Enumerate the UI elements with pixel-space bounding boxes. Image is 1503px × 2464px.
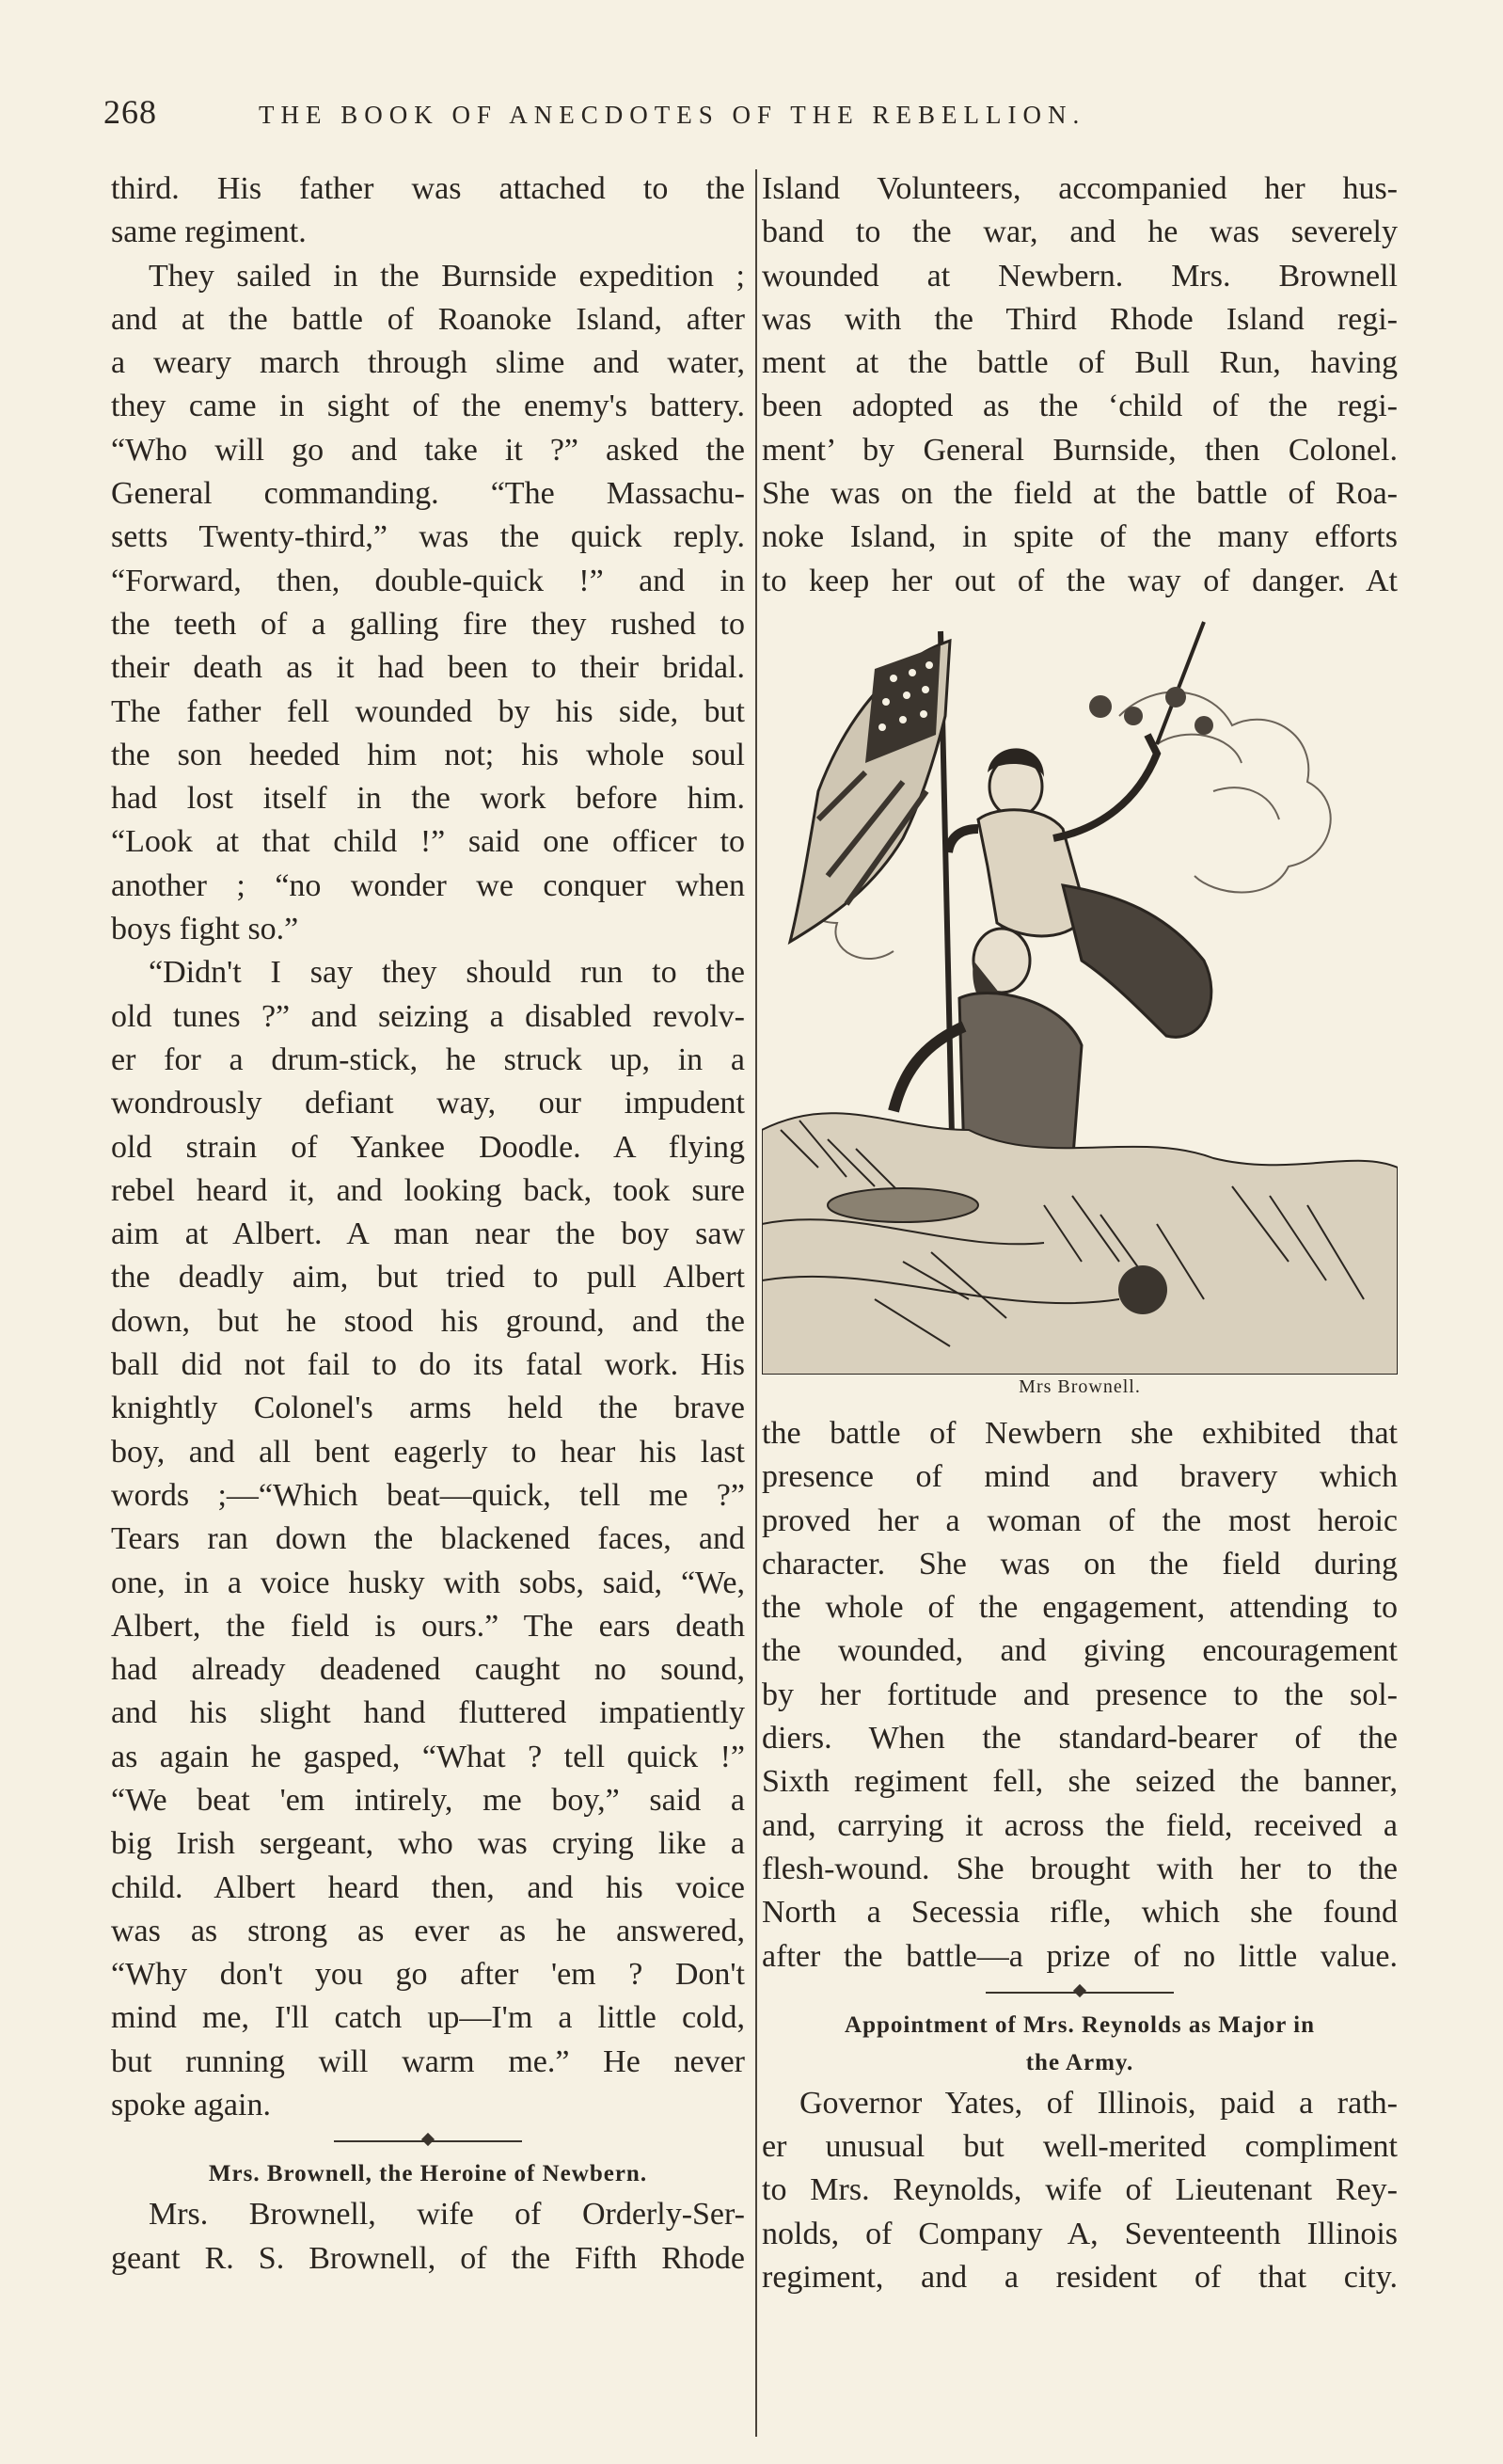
text-line: North a Secessia rifle, which she found: [762, 1895, 1398, 1931]
text-line: General commanding. “The Massachu-: [111, 476, 745, 512]
text-line: and at the battle of Roanoke Island, after: [111, 301, 745, 337]
text-line: and his slight hand fluttered impatiently: [111, 1695, 745, 1731]
text-line: knightly Colonel's arms held the brave: [111, 1391, 745, 1426]
text-line: spoke again.: [111, 2088, 271, 2123]
figure-caption: Mrs Brownell.: [1019, 1375, 1141, 1397]
text-line: boy, and all bent eagerly to hear his last: [111, 1434, 745, 1470]
text-line: old tunes ?” and seizing a disabled revolv-: [111, 998, 745, 1034]
text-line: to keep her out of the way of danger. At: [762, 563, 1398, 598]
text-line: and, carrying it across the field, received a: [762, 1807, 1398, 1843]
text-line: “We beat 'em intirely, me boy,” said a: [111, 1782, 745, 1818]
text-line: er unusual but well-merited compliment: [762, 2129, 1398, 2165]
text-line: had already deadened caught no sound,: [111, 1652, 745, 1688]
section-rule: [762, 1979, 1398, 2007]
text-line: the teeth of a galling fire they rushed to: [111, 606, 745, 642]
text-line: boys fight so.”: [111, 912, 299, 947]
text-line: to Mrs. Reynolds, wife of Lieutenant Rey-: [762, 2172, 1398, 2208]
text-line: noke Island, in spite of the many efforts: [762, 519, 1398, 555]
text-line: “Didn't I say they should run to the: [149, 955, 745, 991]
section-rule: [111, 2127, 745, 2155]
text-line: words ;—“Which beat—quick, tell me ?”: [111, 1477, 745, 1513]
text-line: as again he gasped, “What ? tell quick !”: [111, 1739, 745, 1774]
text-line: down, but he stood his ground, and the: [111, 1303, 745, 1339]
left-column: [111, 167, 745, 2281]
text-line: rebel heard it, and looking back, took sure: [111, 1172, 745, 1208]
text-line: “Who will go and take it ?” asked the: [111, 432, 745, 468]
text-line: “Look at that child !” said one officer to: [111, 824, 745, 860]
text-line: wondrously defiant way, our impudent: [111, 1086, 745, 1121]
text-line: character. She was on the field during: [762, 1546, 1398, 1582]
text-line: same regiment.: [111, 215, 307, 250]
text-line: aim at Albert. A man near the boy saw: [111, 1216, 745, 1252]
text-line: diers. When the standard-bearer of the: [762, 1721, 1398, 1757]
text-line: was with the Third Rhode Island regi-: [762, 301, 1398, 337]
text-line: one, in a voice husky with sobs, said, “We,: [111, 1565, 745, 1600]
page-number: 268: [103, 93, 157, 131]
text-line: “Why don't you go after 'em ? Don't: [111, 1957, 745, 1993]
text-line: but running will warm me.” He never: [111, 2043, 745, 2079]
text-line: band to the war, and he was severely: [762, 215, 1398, 250]
text-line: third. His father was attached to the: [111, 171, 745, 206]
text-line: presence of mind and bravery which: [762, 1459, 1398, 1495]
text-line: the battle of Newbern she exhibited that: [762, 1415, 1398, 1451]
text-line: Sixth regiment fell, she seized the banner,: [762, 1764, 1398, 1800]
column-divider: [755, 169, 757, 2437]
text-line: Island Volunteers, accompanied her hus-: [762, 171, 1398, 206]
text-line: She was on the field at the battle of Roa-: [762, 476, 1398, 512]
section-heading: the Army.: [1025, 2049, 1134, 2075]
text-line: Tears ran down the blackened faces, and: [111, 1521, 745, 1557]
text-line: they came in sight of the enemy's battery.: [111, 389, 745, 424]
section-heading: Appointment of Mrs. Reynolds as Major in: [845, 2011, 1315, 2038]
text-line: another ; “no wonder we conquer when: [111, 867, 745, 903]
text-line: “Forward, then, double-quick !” and in: [111, 563, 745, 598]
text-line: geant R. S. Brownell, of the Fifth Rhode: [111, 2240, 745, 2276]
text-line: mind me, I'll catch up—I'm a little cold,: [111, 2000, 745, 2036]
running-title: THE BOOK OF ANECDOTES OF THE REBELLION.: [259, 101, 1086, 129]
engraving-illustration: [762, 603, 1398, 1375]
text-line: by her fortitude and presence to the sol-: [762, 1677, 1398, 1712]
text-line: Mrs. Brownell, wife of Orderly-Ser-: [149, 2197, 745, 2233]
text-line: They sailed in the Burnside expedition ;: [149, 258, 745, 294]
text-line: wounded at Newbern. Mrs. Brownell: [762, 258, 1398, 294]
text-line: a weary march through slime and water,: [111, 345, 745, 381]
text-line: the deadly aim, but tried to pull Albert: [111, 1260, 745, 1296]
text-line: had lost itself in the work before him.: [111, 781, 745, 817]
text-line: been adopted as the ‘child of the regi-: [762, 389, 1398, 424]
text-line: big Irish sergeant, who was crying like a: [111, 1826, 745, 1862]
text-line: nolds, of Company A, Seventeenth Illinois: [762, 2216, 1398, 2251]
text-line: flesh-wound. She brought with her to the: [762, 1851, 1398, 1886]
text-line: after the battle—a prize of no little value.: [762, 1938, 1398, 1974]
text-line: their death as it had been to their bridal.: [111, 650, 745, 686]
text-line: The father fell wounded by his side, but: [111, 693, 745, 729]
text-line: er for a drum-stick, he struck up, in a: [111, 1041, 745, 1077]
text-line: the wounded, and giving encouragement: [762, 1633, 1398, 1669]
text-line: ball did not fail to do its fatal work. His: [111, 1347, 745, 1383]
text-line: Governor Yates, of Illinois, paid a rath-: [799, 2085, 1398, 2121]
right-column: [762, 167, 1398, 2299]
text-line: Albert, the field is ours.” The ears death: [111, 1608, 745, 1644]
section-heading: Mrs. Brownell, the Heroine of Newbern.: [208, 2161, 648, 2187]
text-line: was as strong as ever as he answered,: [111, 1913, 745, 1948]
page-header: [103, 92, 1232, 139]
text-line: ment’ by General Burnside, then Colonel.: [762, 432, 1398, 468]
engraving-figure: [762, 603, 1398, 1412]
text-line: regiment, and a resident of that city.: [762, 2260, 1398, 2296]
text-line: proved her a woman of the most heroic: [762, 1502, 1398, 1538]
text-line: child. Albert heard then, and his voice: [111, 1869, 745, 1905]
text-line: the son heeded him not; his whole soul: [111, 737, 745, 772]
text-line: setts Twenty-third,” was the quick reply.: [111, 519, 745, 555]
text-line: the whole of the engagement, attending to: [762, 1590, 1398, 1626]
text-line: old strain of Yankee Doodle. A flying: [111, 1129, 745, 1165]
text-line: ment at the battle of Bull Run, having: [762, 345, 1398, 381]
